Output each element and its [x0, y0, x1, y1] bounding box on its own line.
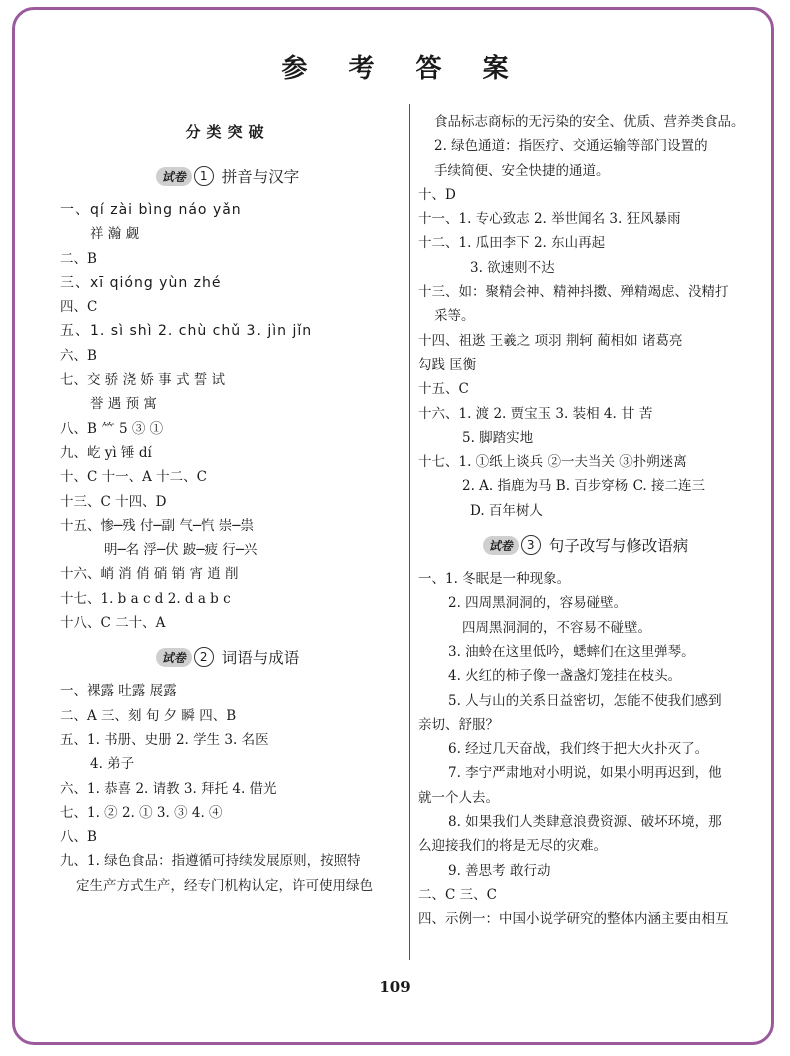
part-heading-3 [418, 523, 753, 567]
answer-line: 十七、1. b a c d 2. d a b c [60, 590, 231, 607]
answer-line: 六、1. 恭喜 2. 请教 3. 拜托 4. 借光 [60, 780, 277, 797]
part-title: 句子改写与修改语病 [548, 537, 689, 556]
badge-number: 2 [194, 647, 214, 667]
right-column [418, 110, 753, 932]
answer-line: 四周黑洞洞的，不容易不碰壁。 [462, 619, 651, 636]
exam-badge-icon [483, 535, 541, 555]
answer-line: 十五、C [418, 381, 469, 398]
page-number: 109 [379, 978, 411, 996]
answer-line: 四、C [60, 299, 98, 316]
answer-line: 定生产方式生产，经专门机构认定，许可使用绿色 [76, 877, 373, 894]
answer-line: 就一个人去。 [418, 789, 499, 806]
badge-label: 试卷 [483, 536, 519, 555]
answer-line: 五、1. 书册、史册 2. 学生 3. 名医 [60, 731, 269, 748]
badge-label: 试卷 [156, 167, 192, 186]
badge-number: 3 [521, 535, 541, 555]
answer-line: 2. 绿色通道：指医疗、交通运输等部门设置的 [434, 138, 708, 155]
answer-line: 7. 李宁严肃地对小明说，如果小明再迟到，他 [448, 765, 722, 782]
answer-line: 十四、祖逖 王羲之 项羽 荆轲 蔺相如 诸葛亮 [418, 332, 683, 349]
answer-line: 十、C 十一、A 十二、C [60, 469, 207, 486]
answer-line: 3. 油蛉在这里低吟，蟋蟀们在这里弹琴。 [448, 643, 695, 660]
answer-line: 一、qí zài bìng náo yǎn [60, 202, 242, 218]
answer-line: 采等。 [434, 308, 475, 325]
answer-line: 祥 瀚 觑 [90, 226, 140, 243]
answer-line: 八、B [60, 829, 97, 846]
page-title: 参 考 答 案 [281, 54, 525, 84]
answer-line: 3. 欲速则不达 [470, 259, 555, 276]
answer-line: 九、屹 yì 锤 dí [60, 444, 152, 461]
answer-line: 十七、1. ①纸上谈兵 ②一夫当关 ③扑朔迷离 [418, 454, 687, 471]
answer-line: 食品标志商标的无污染的安全、优质、营养类食品。 [434, 114, 745, 130]
badge-label: 试卷 [156, 648, 192, 667]
answer-line: 2. 四周黑洞洞的，容易碰壁。 [448, 595, 628, 612]
answer-line: 勾践 匡衡 [418, 356, 477, 373]
exam-badge-icon [156, 647, 214, 667]
answer-line: 十八、C 二十、A [60, 615, 166, 632]
answer-line: 二、A 三、刻 旬 夕 瞬 四、B [60, 707, 237, 724]
part-title: 词语与成语 [221, 649, 300, 668]
column-divider [409, 104, 410, 960]
answer-line: 5. 脚踏实地 [462, 429, 534, 446]
badge-number: 1 [194, 166, 214, 186]
answer-line: 誉 遇 预 寓 [90, 396, 157, 413]
answer-line: D. 百年树人 [470, 502, 543, 519]
answer-line: 9. 善思考 敢行动 [448, 862, 551, 879]
answer-line: 二、C 三、C [418, 886, 497, 903]
answer-line: 么迎接我们的将是无尽的灾难。 [418, 838, 607, 855]
answer-line: 5. 人与山的关系日益密切，怎能不使我们感到 [448, 692, 722, 709]
answer-line: 十一、1. 专心致志 2. 举世闻名 3. 狂风暴雨 [418, 211, 681, 228]
answer-line: 十六、峭 消 俏 硝 销 宵 逍 削 [60, 566, 239, 583]
part-heading-1 [60, 154, 395, 198]
answer-line: 十二、1. 瓜田李下 2. 东山再起 [418, 235, 606, 252]
answer-line: 4. 火红的柿子像一盏盏灯笼挂在枝头。 [448, 668, 682, 685]
answer-line: 手续简便、安全快捷的通道。 [434, 162, 610, 179]
answer-line: 三、xī qióng yùn zhé [60, 274, 222, 291]
answer-line: 十三、如：聚精会神、精神抖擞、殚精竭虑、没精打 [418, 284, 729, 301]
part-heading-2 [60, 635, 395, 679]
answer-line: 6. 经过几天奋战，我们终于把大火扑灭了。 [448, 741, 709, 758]
answer-line: 六、B [60, 347, 97, 364]
answer-line: 十五、惨─残 付─副 气─忾 崇─祟 [60, 517, 254, 534]
part-title: 拼音与汉字 [221, 168, 300, 186]
section-title: 分类突破 [185, 123, 270, 141]
answer-line: 2. A. 指鹿为马 B. 百步穿杨 C. 接二连三 [462, 478, 706, 495]
answer-line: 四、示例一：中国小说学研究的整体内涵主要由相互 [418, 911, 729, 928]
answer-line: 明─名 浮─伏 跛─疲 行─兴 [104, 542, 258, 559]
answer-line: 亲切、舒服？ [418, 716, 499, 733]
answer-line: 十六、1. 渡 2. 贾宝玉 3. 装相 4. 甘 苦 [418, 405, 653, 422]
answer-line: 4. 弟子 [90, 756, 135, 773]
answer-line: 二、B [60, 250, 97, 267]
answer-line: 8. 如果我们人类肆意浪费资源、破坏环境，那 [448, 814, 722, 831]
answer-line: 七、1. ② 2. ① 3. ③ 4. ④ [60, 804, 223, 821]
answer-line: 五、1. sì shì 2. chù chǔ 3. jìn jǐn [60, 323, 313, 340]
answer-line: 十、D [418, 186, 456, 203]
answer-line: 一、裸露 吐露 展露 [60, 683, 177, 700]
answer-line: 九、1. 绿色食品：指遵循可持续发展原则，按照特 [60, 853, 361, 870]
exam-badge-icon [156, 166, 214, 186]
answer-line: 十三、C 十四、D [60, 493, 167, 510]
left-column [60, 110, 395, 898]
answer-line: 八、B ⺮ 5 ③ ① [60, 420, 164, 437]
answer-line: 七、交 骄 浇 娇 事 式 誓 试 [60, 372, 226, 389]
answer-line: 一、1. 冬眠是一种现象。 [418, 571, 571, 588]
